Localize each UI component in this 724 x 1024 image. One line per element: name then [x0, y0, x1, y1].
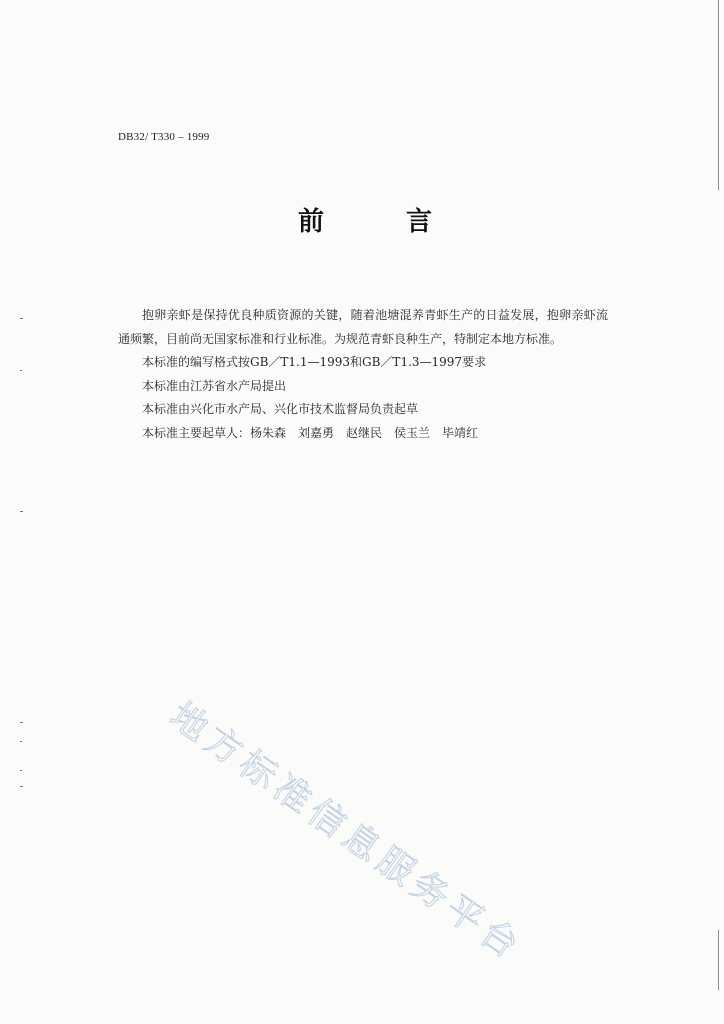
scan-speck [20, 370, 22, 371]
paragraph-drafters: 本标准主要起草人：杨朱森 刘嘉勇 赵继民 侯玉兰 毕靖红 [142, 425, 479, 440]
foreword-body [118, 304, 608, 445]
paragraph-intro: 抱卵亲虾是保持优良种质资源的关键，随着池塘混养青虾生产的日益发展，抱卵亲虾流通频繁，目前尚无国家标准和行业标准。为规范青虾良种生产，特制定本地方标准。 [118, 308, 608, 346]
title-char-yan: 言 [406, 207, 433, 237]
paragraph-format: 本标准的编写格式按GB／T1.1—1993和GB／T1.3—1997要求 [142, 355, 487, 369]
scan-speck [20, 786, 23, 787]
scan-edge-line [718, 930, 719, 990]
title-char-qian: 前 [297, 207, 324, 237]
paragraph-drafter-org: 本标准由兴化市水产局、兴化市技术监督局负责起草 [142, 402, 419, 416]
paragraph-proposer: 本标准由江苏省水产局提出 [142, 378, 287, 393]
watermark-text: 地方标准信息服务平台 [162, 695, 531, 970]
scan-speck [20, 722, 23, 723]
scan-speck [20, 511, 23, 512]
scan-speck [20, 318, 23, 319]
scan-edge-line [718, 0, 719, 190]
scan-speck [20, 770, 22, 771]
page-title [0, 201, 724, 238]
document-code: DB32/ T330 – 1999 [118, 131, 210, 143]
scan-speck [20, 741, 22, 742]
